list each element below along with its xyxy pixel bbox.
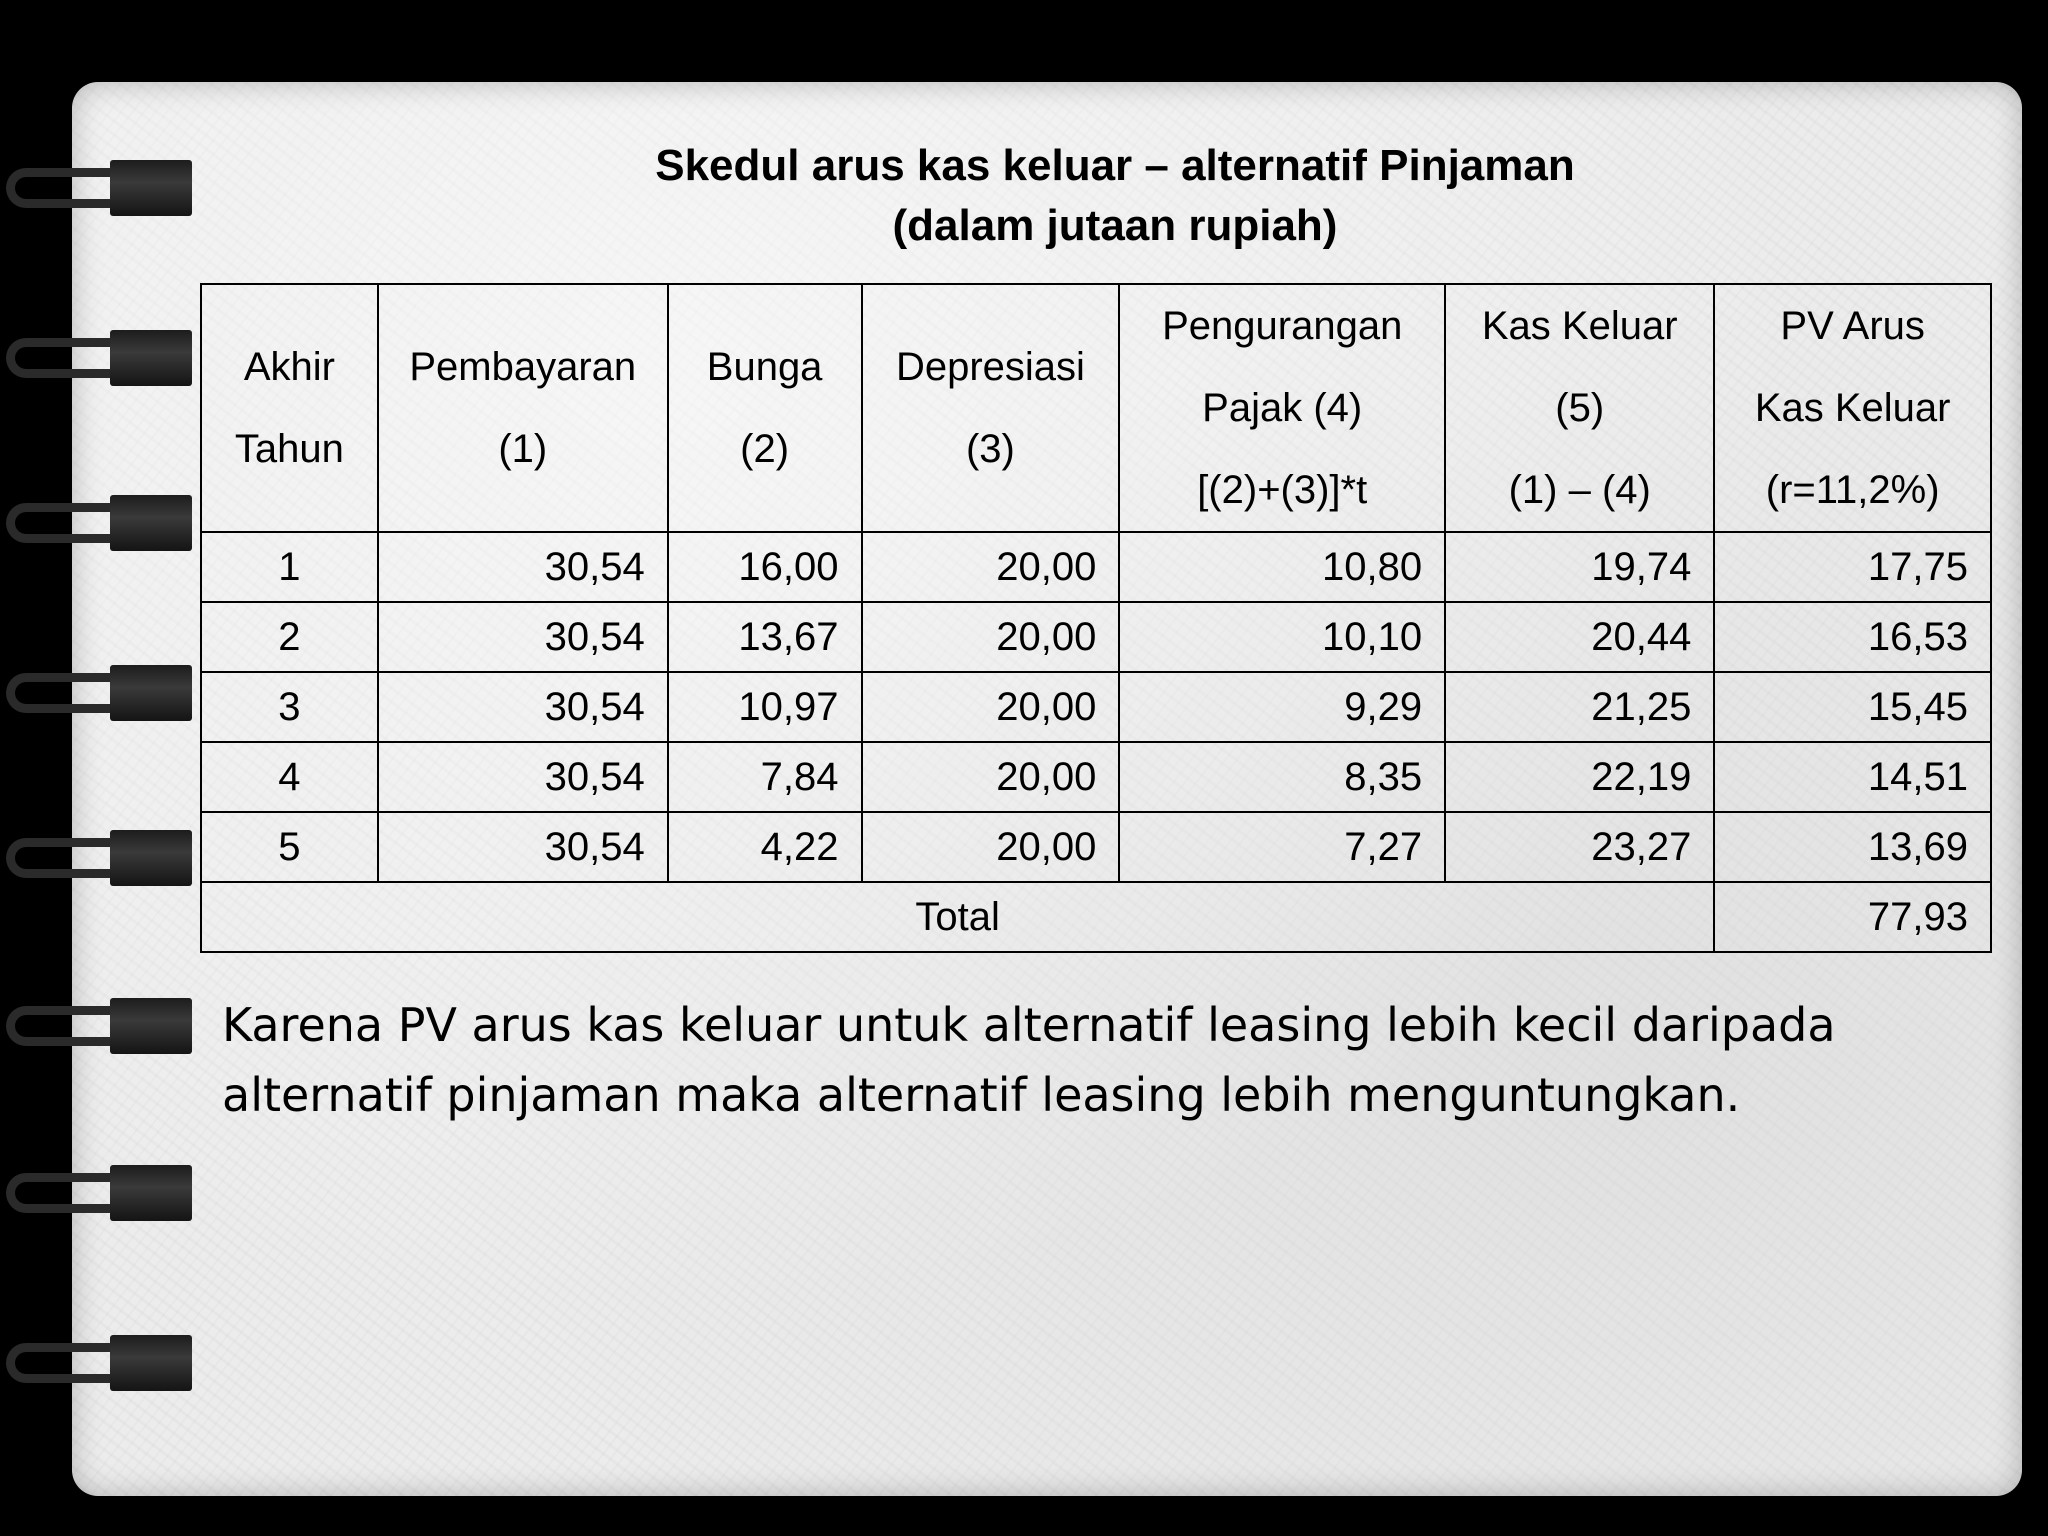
cell-pv: 13,69 <box>1714 812 1991 882</box>
conclusion-line-1: Karena PV arus kas keluar untuk alternatif leasing lebih kecil daripada <box>222 998 1836 1052</box>
total-row <box>201 882 1991 952</box>
title-line-2: (dalam jutaan rupiah) <box>892 201 1338 250</box>
total-value: 77,93 <box>1714 882 1991 952</box>
cell-interest: 7,84 <box>668 742 862 812</box>
cell-year: 3 <box>201 672 378 742</box>
binder-ring <box>6 160 186 220</box>
cell-payment: 30,54 <box>378 532 668 602</box>
cell-year: 2 <box>201 602 378 672</box>
table-row <box>201 812 1991 882</box>
header-year: Akhir Tahun <box>201 284 378 532</box>
cell-payment: 30,54 <box>378 812 668 882</box>
table-row <box>201 742 1991 812</box>
cell-cash-outflow: 23,27 <box>1445 812 1714 882</box>
cell-pv: 15,45 <box>1714 672 1991 742</box>
cell-interest: 13,67 <box>668 602 862 672</box>
header-row <box>201 284 1991 532</box>
cell-tax-deduction: 9,29 <box>1119 672 1445 742</box>
cell-payment: 30,54 <box>378 672 668 742</box>
table-row <box>201 672 1991 742</box>
total-label: Total <box>201 882 1714 952</box>
title-line-1: Skedul arus kas keluar – alternatif Pinjaman <box>655 141 1575 190</box>
cell-depreciation: 20,00 <box>862 672 1120 742</box>
cell-cash-outflow: 22,19 <box>1445 742 1714 812</box>
binder-ring <box>6 1165 186 1225</box>
binder-ring <box>6 830 186 890</box>
header-cash-outflow: Kas Keluar (5) (1) – (4) <box>1445 284 1714 532</box>
cell-cash-outflow: 19,74 <box>1445 532 1714 602</box>
cell-interest: 4,22 <box>668 812 862 882</box>
cell-tax-deduction: 7,27 <box>1119 812 1445 882</box>
cell-interest: 10,97 <box>668 672 862 742</box>
cell-cash-outflow: 20,44 <box>1445 602 1714 672</box>
cell-depreciation: 20,00 <box>862 602 1120 672</box>
header-tax-deduction: Pengurangan Pajak (4) [(2)+(3)]*t <box>1119 284 1445 532</box>
cell-cash-outflow: 21,25 <box>1445 672 1714 742</box>
cell-tax-deduction: 8,35 <box>1119 742 1445 812</box>
cell-depreciation: 20,00 <box>862 812 1120 882</box>
binder-ring <box>6 1335 186 1395</box>
cell-pv: 14,51 <box>1714 742 1991 812</box>
cash-outflow-schedule-table <box>200 283 1992 953</box>
binder-ring <box>6 330 186 390</box>
cell-depreciation: 20,00 <box>862 742 1120 812</box>
header-pv-cash-outflow: PV Arus Kas Keluar (r=11,2%) <box>1714 284 1991 532</box>
cell-year: 1 <box>201 532 378 602</box>
conclusion-line-2: alternatif pinjaman maka alternatif leasing lebih menguntungkan. <box>222 1068 1741 1122</box>
table-row <box>201 532 1991 602</box>
cell-tax-deduction: 10,80 <box>1119 532 1445 602</box>
cell-interest: 16,00 <box>668 532 862 602</box>
binder-ring <box>6 665 186 725</box>
cell-depreciation: 20,00 <box>862 532 1120 602</box>
cell-year: 4 <box>201 742 378 812</box>
binder-ring <box>6 998 186 1058</box>
cell-pv: 17,75 <box>1714 532 1991 602</box>
conclusion-text <box>222 990 1982 1130</box>
cell-payment: 30,54 <box>378 602 668 672</box>
slide-title <box>200 136 2030 256</box>
cell-year: 5 <box>201 812 378 882</box>
cell-payment: 30,54 <box>378 742 668 812</box>
table-row <box>201 602 1991 672</box>
binder-ring <box>6 495 186 555</box>
cell-pv: 16,53 <box>1714 602 1991 672</box>
header-depreciation: Depresiasi (3) <box>862 284 1120 532</box>
header-interest: Bunga (2) <box>668 284 862 532</box>
header-payment: Pembayaran (1) <box>378 284 668 532</box>
cell-tax-deduction: 10,10 <box>1119 602 1445 672</box>
